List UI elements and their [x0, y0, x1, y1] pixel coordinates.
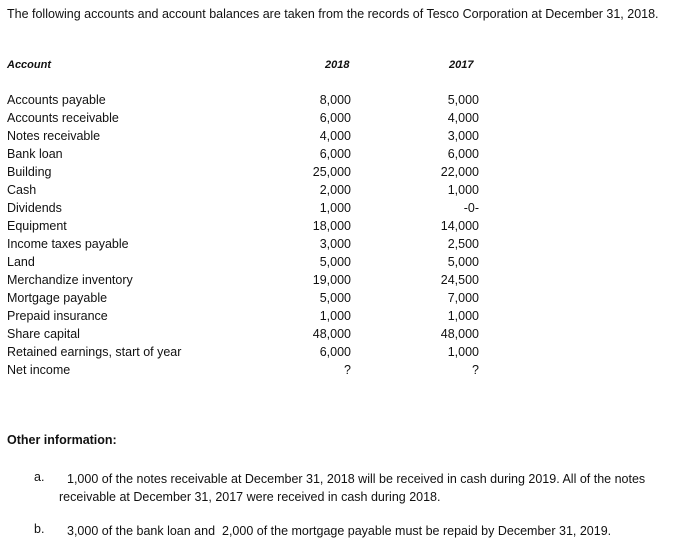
balance-2018: 6,000	[319, 147, 351, 161]
balance-2017: 48,000	[440, 327, 479, 341]
balance-2018: ?	[344, 363, 351, 377]
balance-2017: 24,500	[440, 273, 479, 287]
balance-2018: 8,000	[319, 93, 351, 107]
table-row	[0, 219, 693, 237]
note-a-label: a.	[34, 470, 45, 484]
balance-2017: 5,000	[447, 255, 479, 269]
table-row	[0, 183, 693, 201]
balance-2018: 3,000	[319, 237, 351, 251]
balance-2017: 22,000	[440, 165, 479, 179]
table-row	[0, 291, 693, 309]
account-name: Merchandize inventory	[7, 273, 133, 287]
balance-2017: 3,000	[447, 129, 479, 143]
table-row	[0, 237, 693, 255]
balance-2018: 48,000	[312, 327, 351, 341]
balance-2018: 19,000	[312, 273, 351, 287]
balance-2018: 2,000	[319, 183, 351, 197]
table-row	[0, 363, 693, 381]
balance-2018: 4,000	[319, 129, 351, 143]
balance-2017: -0-	[463, 201, 479, 215]
table-row	[0, 111, 693, 129]
header-account: Account	[7, 59, 51, 71]
account-name: Retained earnings, start of year	[7, 345, 182, 359]
balance-2017: 5,000	[447, 93, 479, 107]
account-name: Land	[7, 255, 35, 269]
table-row	[0, 309, 693, 327]
balance-2018: 5,000	[319, 255, 351, 269]
account-name: Dividends	[7, 201, 62, 215]
account-name: Bank loan	[7, 147, 63, 161]
account-name: Prepaid insurance	[7, 309, 108, 323]
table-row	[0, 255, 693, 273]
balance-2017: ?	[472, 363, 479, 377]
balance-2017: 1,000	[447, 345, 479, 359]
balance-2017: 1,000	[447, 183, 479, 197]
account-name: Share capital	[7, 327, 80, 341]
account-name: Building	[7, 165, 52, 179]
balance-2017: 14,000	[440, 219, 479, 233]
account-name: Mortgage payable	[7, 291, 108, 305]
account-name: Equipment	[7, 219, 67, 233]
table-row	[0, 201, 693, 219]
note-b-label: b.	[34, 522, 45, 536]
balance-2018: 25,000	[312, 165, 351, 179]
balance-2017: 4,000	[447, 111, 479, 125]
table-row	[0, 327, 693, 345]
table-row	[0, 165, 693, 183]
balance-2017: 2,500	[447, 237, 479, 251]
balance-2018: 1,000	[319, 201, 351, 215]
table-row	[0, 93, 693, 111]
account-name: Accounts payable	[7, 93, 106, 107]
account-name: Accounts receivable	[7, 111, 119, 125]
note-a-text: 1,000 of the notes receivable at December 31, 2018 will be received in cash during 2019. All of the notes receivable at December 31, 2017 were received in cash during 2018.	[59, 472, 646, 504]
account-name: Income taxes payable	[7, 237, 129, 251]
account-name: Notes receivable	[7, 129, 101, 143]
balance-2018: 6,000	[319, 345, 351, 359]
balance-2018: 18,000	[312, 219, 351, 233]
table-row	[0, 273, 693, 291]
balance-2017: 6,000	[447, 147, 479, 161]
account-name: Cash	[7, 183, 37, 197]
table-row	[0, 129, 693, 147]
header-2017: 2017	[449, 59, 474, 71]
note-b-text: 3,000 of the bank loan and 2,000 of the mortgage payable must be repaid by December 31, 2019.	[67, 524, 612, 538]
balance-2018: 5,000	[319, 291, 351, 305]
balance-2018: 6,000	[319, 111, 351, 125]
balance-2018: 1,000	[319, 309, 351, 323]
table-row	[0, 345, 693, 363]
intro-paragraph: The following accounts and account balances are taken from the records of Tesco Corporation at December 31, 2018.	[7, 7, 659, 21]
balance-2017: 1,000	[447, 309, 479, 323]
account-name: Net income	[7, 363, 71, 377]
other-information-heading: Other information:	[7, 433, 117, 447]
table-row	[0, 147, 693, 165]
header-2018: 2018	[325, 59, 350, 71]
balance-2017: 7,000	[447, 291, 479, 305]
